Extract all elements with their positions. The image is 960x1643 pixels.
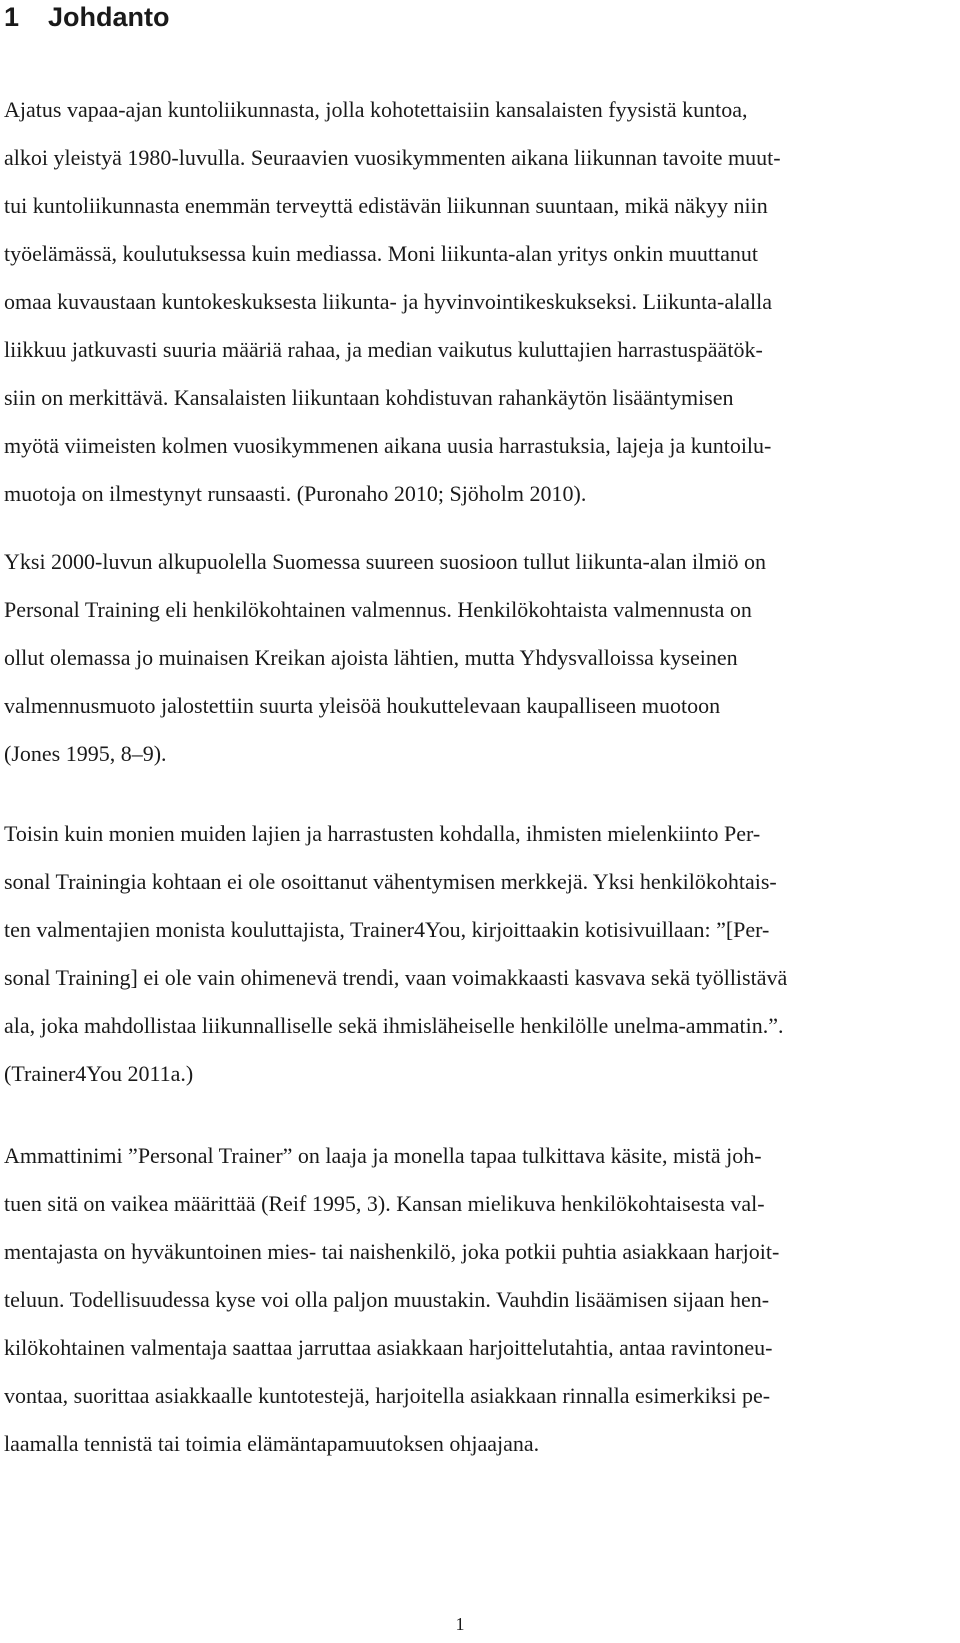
paragraph-line: Toisin kuin monien muiden lajien ja harrastusten kohdalla, ihmisten mielenkiinto Per-: [4, 821, 761, 846]
paragraph-line: muotoja on ilmestynyt runsaasti. (Puronaho 2010; Sjöholm 2010).: [4, 481, 587, 506]
paragraph-line: omaa kuvaustaan kuntokeskuksesta liikunta- ja hyvinvointikeskukseksi. Liikunta-alalla: [4, 289, 773, 314]
paragraph-line: kilökohtainen valmentaja saattaa jarruttaa asiakkaan harjoittelutahtia, antaa ravintoneu-: [4, 1335, 773, 1360]
paragraph-line: ala, joka mahdollistaa liikunnalliselle sekä ihmisläheiselle henkilölle unelma-ammatin.”.: [4, 1013, 784, 1038]
paragraph-line: vontaa, suorittaa asiakkaalle kuntotestejä, harjoitella asiakkaan rinnalla esimerkiksi pe-: [4, 1383, 771, 1408]
paragraph-line: siin on merkittävä. Kansalaisten liikuntaan kohdistuvan rahankäytön lisääntymisen: [4, 385, 734, 410]
section-title: Johdanto: [48, 2, 170, 32]
paragraph-1: [4, 86, 954, 518]
page-number: 1: [455, 1614, 465, 1634]
paragraph-line: sonal Trainingia kohtaan ei ole osoittanut vähentymisen merkkejä. Yksi henkilökohtais-: [4, 869, 777, 894]
paragraph-3: [4, 810, 954, 1098]
paragraph-line: myötä viimeisten kolmen vuosikymmenen aikana uusia harrastuksia, lajeja ja kuntoilu-: [4, 433, 772, 458]
paragraph-line: liikkuu jatkuvasti suuria määriä rahaa, ja median vaikutus kuluttajien harrastuspäätök-: [4, 337, 763, 362]
paragraph-line: alkoi yleistyä 1980-luvulla. Seuraavien vuosikymmenten aikana liikunnan tavoite muut-: [4, 145, 781, 170]
paragraph-line: ten valmentajien monista kouluttajista, Trainer4You, kirjoittaakin kotisivuillaan: ”[Per-: [4, 917, 770, 942]
section-heading: [4, 0, 170, 34]
paragraph-line: Ajatus vapaa-ajan kuntoliikunnasta, jolla kohotettaisiin kansalaisten fyysistä kuntoa,: [4, 97, 748, 122]
paragraph-line: (Trainer4You 2011a.): [4, 1061, 194, 1086]
section-number: 1: [4, 2, 20, 32]
paragraph-2: [4, 538, 954, 778]
paragraph-line: sonal Training] ei ole vain ohimenevä trendi, vaan voimakkaasti kasvava sekä työllistävä: [4, 965, 788, 990]
paragraph-line: Personal Training eli henkilökohtainen valmennus. Henkilökohtaista valmennusta on: [4, 597, 752, 622]
paragraph-line: työelämässä, koulutuksessa kuin mediassa. Moni liikunta-alan yritys onkin muuttanut: [4, 241, 759, 266]
paragraph-4: [4, 1132, 954, 1468]
paragraph-line: Ammattinimi ”Personal Trainer” on laaja ja monella tapaa tulkittava käsite, mistä joh-: [4, 1143, 762, 1168]
paragraph-line: mentajasta on hyväkuntoinen mies- tai naishenkilö, joka potkii puhtia asiakkaan harjoit-: [4, 1239, 780, 1264]
paragraph-line: Yksi 2000-luvun alkupuolella Suomessa suureen suosioon tullut liikunta-alan ilmiö on: [4, 549, 766, 574]
paragraph-line: ollut olemassa jo muinaisen Kreikan ajoista lähtien, mutta Yhdysvalloissa kyseinen: [4, 645, 738, 670]
paragraph-line: laamalla tennistä tai toimia elämäntapamuutoksen ohjaajana.: [4, 1431, 540, 1456]
paragraph-line: tuen sitä on vaikea määrittää (Reif 1995, 3). Kansan mielikuva henkilökohtaisesta val-: [4, 1191, 765, 1216]
paragraph-line: teluun. Todellisuudessa kyse voi olla paljon muustakin. Vauhdin lisäämisen sijaan hen-: [4, 1287, 770, 1312]
paragraph-line: tui kuntoliikunnasta enemmän terveyttä edistävän liikunnan suuntaan, mikä näkyy niin: [4, 193, 768, 218]
paragraph-line: valmennusmuoto jalostettiin suurta yleisöä houkuttelevaan kaupalliseen muotoon: [4, 693, 721, 718]
paragraph-line: (Jones 1995, 8–9).: [4, 741, 167, 766]
